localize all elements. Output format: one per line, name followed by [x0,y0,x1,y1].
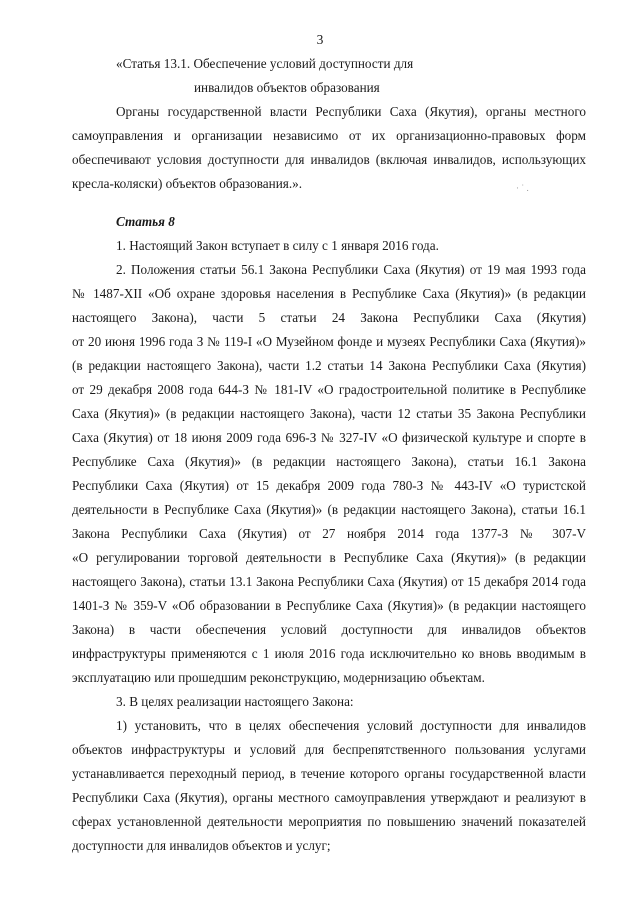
article-8-item-2-line: от 20 июня 1996 года З № 119-I «О Музейном фонде и музеях Республики Саха (Якутия)» [72,334,586,349]
article-8-item-2-line: № 1487-XII «Об охране здоровья населения в Республике Саха (Якутия)» (в редакции [72,286,586,301]
page-number: 3 [316,32,324,47]
article-13-1-body-line: Органы государственной власти Республики Саха (Якутия), органы местного [116,104,586,119]
article-8-item-3-1-line: 1) установить, что в целях обеспечения условий доступности для инвалидов [116,718,586,733]
article-13-1-body-line: кресла-коляски) объектов образования.». [72,176,303,191]
article-8-item-2-line: «О регулировании торговой деятельности в Республике Саха (Якутия)» (в редакции [72,550,586,565]
article-8-item-2-line: Закона) в части обеспечения условий доступности для инвалидов объектов [72,622,586,637]
article-8-item-2-line: Закона Республики Саха (Якутия) от 27 ноября 2014 года 1377-З № 307-V [72,526,586,541]
article-13-1-title-line-1: «Статья 13.1. Обеспечение условий доступности для [116,56,414,71]
article-8-item-3-1-line: устанавливается переходный период, в течение которого органы государственной власти [72,766,586,781]
article-8-item-1: 1. Настоящий Закон вступает в силу с 1 января 2016 года. [116,238,439,253]
article-8-heading: Статья 8 [116,214,175,229]
article-8-item-2-line: Саха (Якутия) от 18 июня 2009 года 696-З № 327-IV «О физической культуре и спорте в [72,430,586,445]
article-8-item-3: 3. В целях реализации настоящего Закона: [116,694,354,709]
article-8-item-2-line: Республике Саха (Якутия)» (в редакции настоящего Закона), статьи 16.1 Закона [72,454,586,469]
article-8-item-3-1-line: доступности для инвалидов объектов и услуг; [72,838,331,853]
scan-speck: · ˙ . [516,183,529,193]
article-8-item-2-line: деятельности в Республике Саха (Якутия)» (в редакции настоящего Закона), статьи 16.1 [72,502,586,517]
article-8-item-2-line: 2. Положения статьи 56.1 Закона Республики Саха (Якутия) от 19 мая 1993 года [116,262,586,277]
article-8-item-3-1-line: сферах установленной деятельности мероприятия по повышению значений показателей [72,814,586,829]
article-8-item-2-line: (в редакции настоящего Закона), части 1.2 статьи 14 Закона Республики Саха (Якутия) [72,358,586,373]
article-8-item-2-line: Саха (Якутия)» (в редакции настоящего Закона), части 12 статьи 35 Закона Республики [72,406,586,421]
article-8-item-2-line: настоящего Закона), части 5 статьи 24 Закона Республики Саха (Якутия) [72,310,586,325]
article-13-1-body-line: обеспечивают условия доступности для инвалидов (включая инвалидов, использующих [72,152,586,167]
article-8-item-2-line: инфраструктуры применяются с 1 июля 2016 года исключительно ко вновь вводимым в [72,646,586,661]
article-8-item-3-1-line: Республики Саха (Якутия), органы местного самоуправления утверждают и реализуют в [72,790,586,805]
article-8-item-3-1-line: объектов инфраструктуры и условий для беспрепятственного пользования услугами [72,742,586,757]
article-8-item-2-line: 1401-З № 359-V «Об образовании в Республике Саха (Якутия)» (в редакции настоящего [72,598,586,613]
article-8-item-2-line: настоящего Закона), статьи 13.1 Закона Республики Саха (Якутия) от 15 декабря 2014 года [72,574,586,589]
article-8-item-2-line: Республики Саха (Якутия) от 15 декабря 2009 года 780-З № 443-IV «О туристской [72,478,586,493]
article-13-1-body-line: самоуправления и организации независимо от их организационно-правовых форм [72,128,586,143]
article-13-1-title-line-2: инвалидов объектов образования [194,80,380,95]
article-8-item-2-line: от 29 декабря 2008 года 644-З № 181-IV «О градостроительной политике в Республике [72,382,586,397]
article-8-item-2-line: эксплуатацию или прошедшим реконструкцию, модернизацию объектам. [72,670,485,685]
